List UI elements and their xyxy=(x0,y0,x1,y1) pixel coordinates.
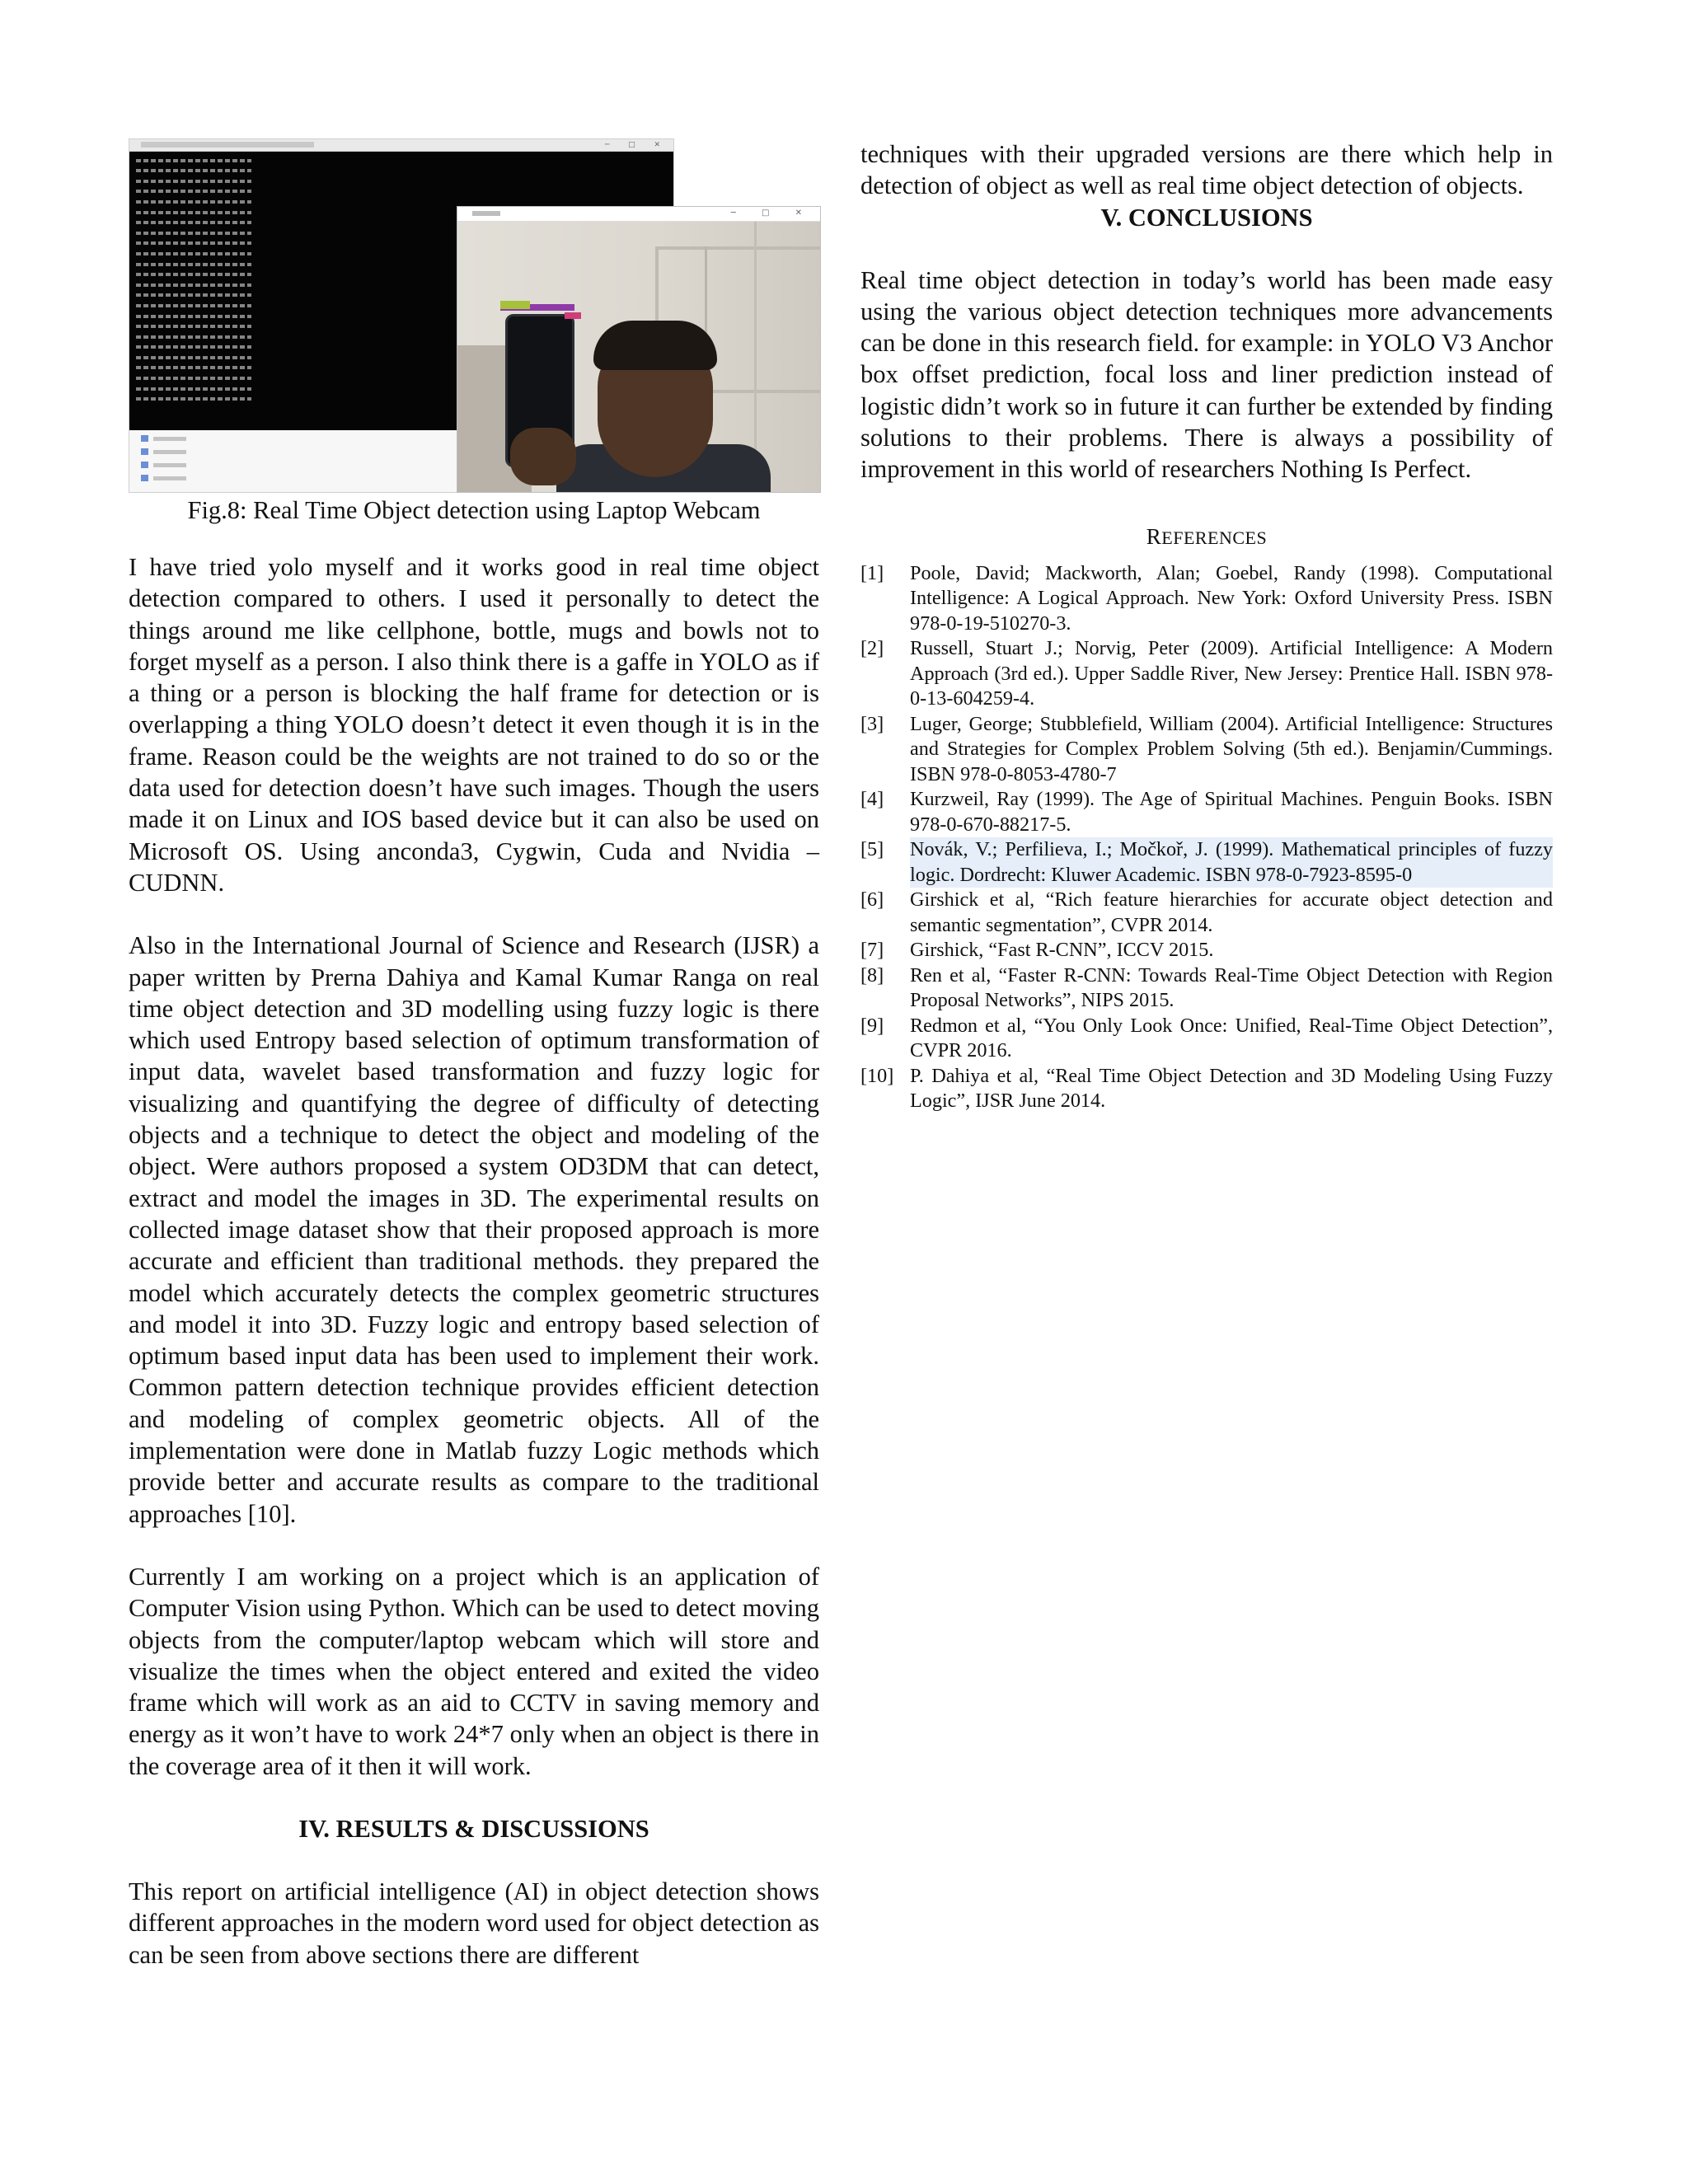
console-line xyxy=(136,387,251,391)
reference-text: Redmon et al, “You Only Look Once: Unified, Real-Time Object Detection”, CVPR 2016. xyxy=(910,1014,1553,1062)
console-line xyxy=(136,252,251,255)
reference-number: [2] xyxy=(860,637,884,660)
console-line xyxy=(136,263,251,266)
reference-number: [1] xyxy=(860,561,884,584)
reference-text: Girshick, “Fast R-CNN”, ICCV 2015. xyxy=(910,939,1214,962)
console-line xyxy=(136,366,251,369)
reference-item xyxy=(860,1014,1553,1064)
console-line xyxy=(136,304,251,307)
reference-number: [9] xyxy=(860,1014,884,1037)
console-line xyxy=(136,169,251,172)
reference-number: [5] xyxy=(860,838,884,861)
right-column xyxy=(860,138,1553,1114)
reference-text: Novák, V.; Perfilieva, I.; Močkoř, J. (1999). Mathematical principles of fuzzy logic. Dordrecht: Kluwer Academic. ISBN 978-0-7923-8595-0 xyxy=(910,837,1553,888)
console-line xyxy=(136,293,251,297)
reference-number: [6] xyxy=(860,888,884,912)
paragraph-current-project: Currently I am working on a project which is an application of Computer Vision using Python. Which can be used to detect moving objects from the computer/laptop webcam which will store and visualize the times when the object entered and exited the video frame which will work as an aid to CCTV in saving memory and energy as it won’t have to work 24*7 only when an object is there in the coverage area of it then it will work. xyxy=(129,1562,819,1780)
section-heading-conclusions: V. CONCLUSIONS xyxy=(1100,203,1313,232)
reference-item xyxy=(860,787,1553,837)
console-line xyxy=(136,335,251,339)
reference-item xyxy=(860,1064,1553,1114)
reference-text: Ren et al, “Faster R-CNN: Towards Real-Time Object Detection with Region Proposal Networks”, NIPS 2015. xyxy=(910,963,1553,1012)
console-line xyxy=(136,315,251,318)
references-list xyxy=(860,561,1553,1114)
references-heading-rest: EFERENCES xyxy=(1161,527,1268,548)
detection-class-tag xyxy=(500,301,530,309)
reference-text: Kurzweil, Ray (1999). The Age of Spiritual Machines. Penguin Books. ISBN 978-0-670-88217-5. xyxy=(910,788,1553,836)
figure-8-screenshot xyxy=(129,138,819,491)
references-heading xyxy=(860,522,1553,553)
reference-number: [10] xyxy=(860,1064,894,1087)
reference-item xyxy=(860,712,1553,788)
references-heading-initial: R xyxy=(1146,523,1162,549)
paragraph-techniques-continued: techniques with their upgraded versions are there which help in detection of object as well as real time object detection of objects. xyxy=(860,140,1553,200)
reference-text: P. Dahiya et al, “Real Time Object Detection and 3D Modeling Using Fuzzy Logic”, IJSR June 2014. xyxy=(910,1064,1553,1113)
console-line xyxy=(136,356,251,359)
figure-caption: Fig.8: Real Time Object detection using Laptop Webcam xyxy=(187,496,761,524)
reference-number: [7] xyxy=(860,939,884,962)
console-line xyxy=(136,397,251,401)
reference-item xyxy=(860,888,1553,938)
section-heading-results: IV. RESULTS & DISCUSSIONS xyxy=(298,1814,649,1843)
console-line xyxy=(136,325,251,328)
console-line xyxy=(136,241,251,245)
console-line xyxy=(136,221,251,224)
reference-item xyxy=(860,561,1553,637)
console-line xyxy=(136,180,251,183)
reference-number: [4] xyxy=(860,788,884,811)
webcam-title-bar: ─ □ ✕ xyxy=(457,207,820,222)
left-column xyxy=(129,138,819,1971)
reference-item xyxy=(860,963,1553,1014)
console-line xyxy=(136,273,251,276)
webcam-frame xyxy=(457,222,820,492)
console-line xyxy=(136,159,251,162)
console-line xyxy=(136,284,251,287)
paragraph-yolo-experience: I have tried yolo myself and it works good in real time object detection compared to others. I used it personally to detect the things around me like cellphone, bottle, mugs and bowls not to forget myself as a person. I also think there is a gaffe in YOLO as if a thing or a person is blocking the half frame for detection or is overlapping a thing YOLO doesn’t detect it even though it is in the frame. Reason could be the weights are not trained to do so or the data used for detection doesn’t have such images. Though the users made it on Linux and IOS based device but it can also be used on Microsoft OS. Using anconda3, Cygwin, Cuda and Nvidia – CUDNN. xyxy=(129,553,819,897)
console-title-bar: ─ □ ✕ xyxy=(129,139,673,152)
detection-box-label-2 xyxy=(565,312,581,319)
console-line xyxy=(136,377,251,380)
reference-text: Poole, David; Mackworth, Alan; Goebel, Randy (1998). Computational Intelligence: A Logical Approach. New York: Oxford University Press. ISBN 978-0-19-510270-3. xyxy=(910,561,1553,635)
webcam-window xyxy=(457,206,821,493)
reference-item xyxy=(860,636,1553,712)
reference-number: [3] xyxy=(860,712,884,735)
reference-text: Russell, Stuart J.; Norvig, Peter (2009). Artificial Intelligence: A Modern Approach (3rd ed.). Upper Saddle River, New Jersey: Prentice Hall. ISBN 978-0-13-604259-4. xyxy=(910,637,1553,710)
reference-number: [8] xyxy=(860,963,884,987)
reference-item xyxy=(860,837,1553,888)
console-line xyxy=(136,232,251,235)
reference-item xyxy=(860,938,1553,963)
reference-text: Girshick et al, “Rich feature hierarchies for accurate object detection and semantic segmentation”, CVPR 2014. xyxy=(910,888,1553,936)
paragraph-results: This report on artificial intelligence (AI) in object detection shows different approaches in the modern word used for object detection as can be seen from above sections there are different xyxy=(129,1877,819,1969)
console-line xyxy=(136,345,251,349)
reference-text: Luger, George; Stubblefield, William (2004). Artificial Intelligence: Structures and Strategies for Complex Problem Solving (5th ed.). Benjamin/Cummings. ISBN 978-0-8053-4780-7 xyxy=(910,712,1553,785)
console-line xyxy=(136,211,251,214)
console-line xyxy=(136,200,251,204)
console-line xyxy=(136,190,251,193)
paragraph-conclusions: Real time object detection in today’s world has been made easy using the various object detection techniques more advancements can be done in this research field. for example: in YOLO V3 Anchor box offset prediction, focal loss and liner prediction instead of logistic didn’t work so in future it can further be extended by finding solutions to their problems. There is always a possibility of improvement in this world of researchers Nothing Is Perfect. xyxy=(860,265,1553,484)
paragraph-ijsr-paper: Also in the International Journal of Science and Research (IJSR) a paper written by Prerna Dahiya and Kamal Kumar Ranga on real time object detection and 3D modelling using fuzzy logic is there which used Entropy based selection of optimum transformation of input data, wavelet based transformation and fuzzy logic for visualizing and quantifying the degree of difficulty of detecting objects and a technique to detect the object and modeling of the object. Were authors proposed a system OD3DM that can detect, extract and model the images in 3D. The experimental results on collected image dataset show that their proposed approach is more accurate and efficient than traditional methods. they prepared the model which accurately detects the complex geometric structures and model it into 3D. Fuzzy logic and entropy based selection of optimum based input data has been used to implement their work. Common pattern detection technique provides efficient detection and modeling of complex geometric objects. All of the implementation were done in Matlab fuzzy Logic methods which provide better and accurate results as compare to the traditional approaches [10]. xyxy=(129,931,819,1528)
